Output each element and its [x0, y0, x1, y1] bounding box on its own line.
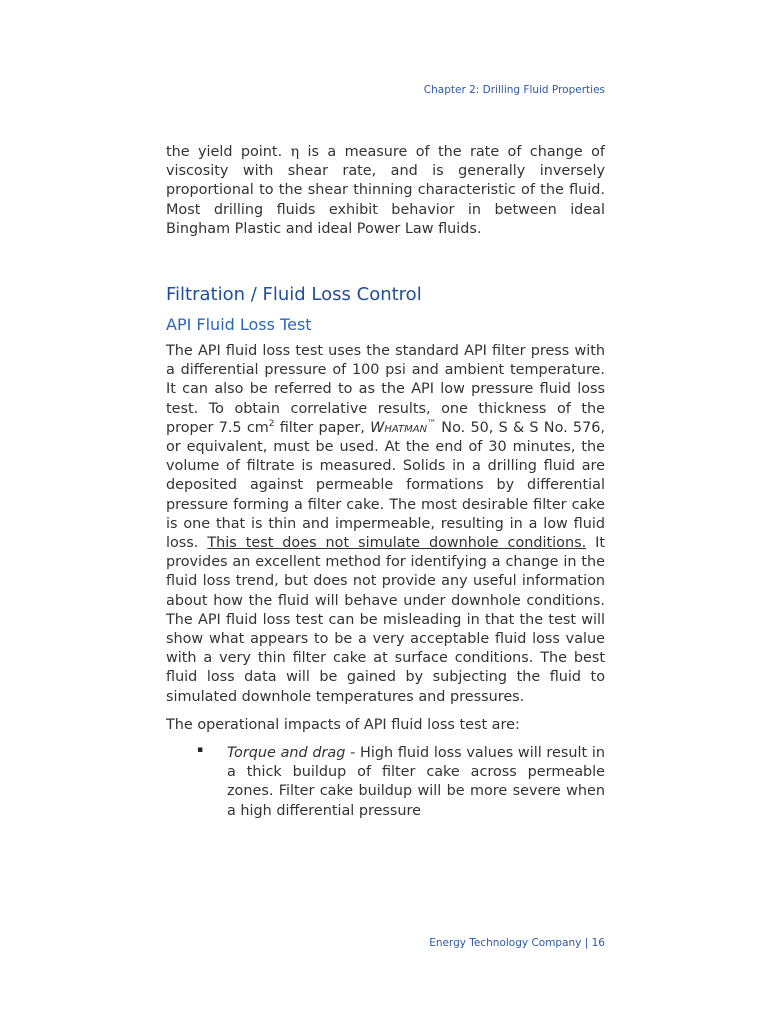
footer-separator: | — [581, 937, 592, 949]
footer-company: Energy Technology Company — [429, 937, 582, 949]
superscript-2: 2 — [268, 419, 275, 430]
impacts-intro: The operational impacts of API fluid loss test are: — [166, 716, 520, 733]
api-text-3: No. 50, S & S No. 576, or equivalent, must be used. At the end of 30 minutes, the volume of filtrate is measured. Solids in a drilling fluid are deposited against permeable formations by differential pressure forming a filter cake. The most desirable filter cake is one that is thin and impermeable, resulting in a low fluid loss. — [166, 419, 605, 552]
intro-text-1: the yield point. — [166, 144, 291, 160]
api-text-4: It provides an excellent method for identifying a change in the fluid loss trend, but does not provide any useful information about how the fluid will behave under downhole conditions. The API fluid loss test can be misleading in that the test will show what appears to be a very acceptable fluid loss value with a very thin filter cake at surface conditions. The best fluid loss data will be gained by subjecting the fluid to simulated downhole temperatures and pressures. — [166, 535, 605, 705]
underlined-statement: This test does not simulate downhole conditions. — [207, 535, 587, 552]
api-text-1: The API fluid loss test uses the standard API filter press with a differential pressure of 100 psi and ambient temperature. It can also be referred to as the API low pressure fluid loss test. To obtain correlative results, one thickness of the proper 7.5 cm — [166, 343, 605, 436]
trademark-symbol: ™ — [427, 419, 437, 430]
api-fluid-loss-paragraph — [166, 342, 605, 707]
list-item-body: - High fluid loss values will result in a thick buildup of filter cake across permeable zones. Filter cake buildup will be more severe when a high differential pressure — [227, 745, 605, 819]
list-item-term: Torque and drag — [227, 745, 346, 762]
list-item — [166, 744, 605, 821]
intro-text-2: is a measure of the rate of change of viscosity with shear rate, and is generally inversely proportional to the shear thinning characteristic of the fluid. Most drilling fluids exhibit behavior in between ideal Bingham Plastic and ideal Power Law fluids. — [166, 144, 605, 237]
brand-name: Whatman — [370, 419, 428, 436]
subsection-heading: API Fluid Loss Test — [166, 315, 312, 335]
api-text-2: filter paper, — [274, 419, 371, 436]
page-number: 16 — [591, 937, 605, 949]
running-header-title: Chapter 2: Drilling Fluid Properties — [423, 84, 605, 96]
intro-paragraph — [166, 143, 605, 239]
bullet-square-icon: ▪ — [197, 745, 204, 756]
section-heading: Filtration / Fluid Loss Control — [166, 284, 422, 306]
page-body — [166, 143, 605, 821]
running-header — [424, 84, 605, 96]
list-item-text — [227, 744, 605, 821]
page-footer — [429, 937, 605, 949]
eta-symbol: η — [290, 144, 300, 160]
